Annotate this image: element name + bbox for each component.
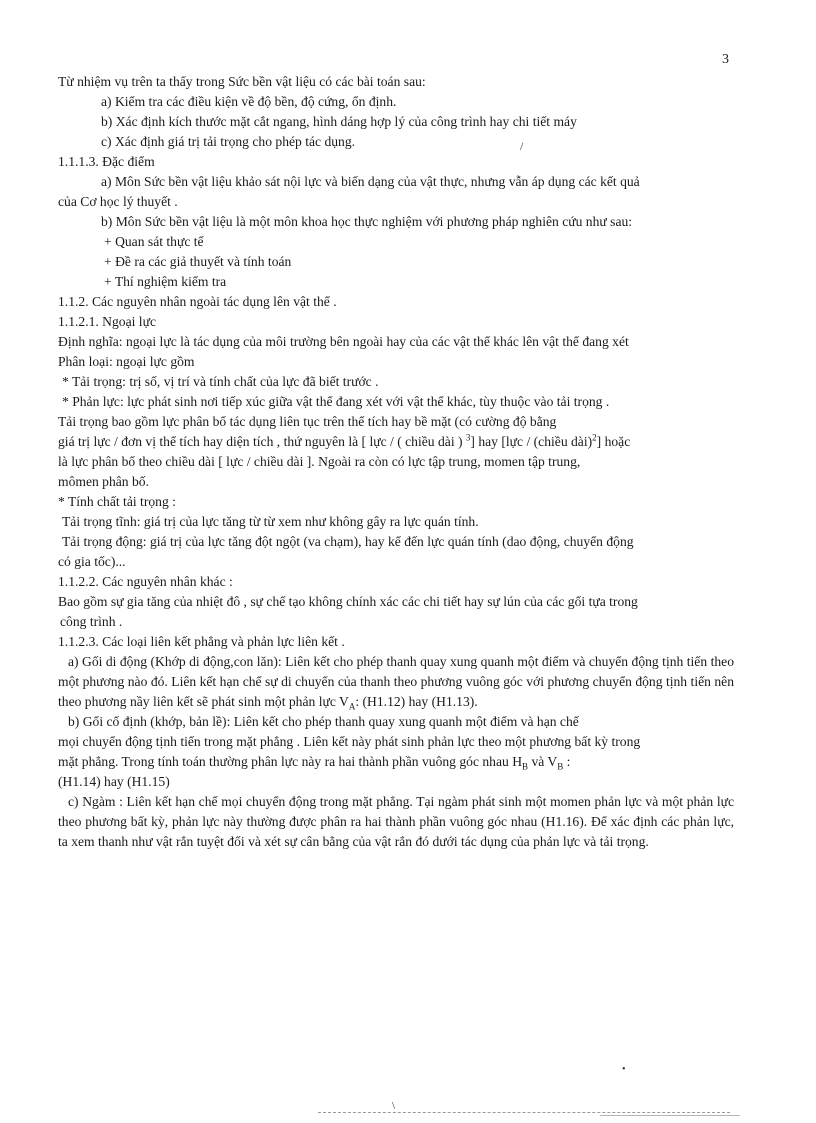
fixed-support-line: b) Gối cố định (khớp, bản lề): Liên kết cho phép thanh quay xung quanh một điểm và hạn chế bbox=[68, 714, 579, 729]
other-causes-cont: công trình . bbox=[60, 614, 123, 629]
section-heading-112: 1.1.2. Các nguyên nhân ngoài tác dụng lên vật thể . bbox=[58, 294, 337, 309]
subscript-hb: B bbox=[522, 761, 529, 772]
static-load-line: Tải trọng tĩnh: giá trị của lực tăng từ từ xem như không gây ra lực quán tính. bbox=[62, 514, 479, 529]
fixed-support-figref: (H1.14) hay (H1.15) bbox=[58, 774, 170, 789]
section-heading-1123: 1.1.2.3. Các loại liên kết phẳng và phản lực liên kết . bbox=[58, 634, 345, 649]
footer-rule bbox=[318, 1112, 730, 1113]
section-heading-1122: 1.1.2.2. Các nguyên nhân khác : bbox=[58, 574, 233, 589]
method-2: + Đề ra các giả thuyết và tính toán bbox=[104, 254, 292, 269]
other-causes-line: Bao gồm sự gia tăng của nhiệt đô , sự chế tạo không chính xác các chi tiết hay sự lún của các gối tựa trong bbox=[58, 594, 638, 609]
dimension-text-1: giá trị lực / đơn vị thể tích hay diện tích , thứ nguyên là [ lực / ( chiều dài ) bbox=[58, 434, 466, 449]
distributed-load-line: Tải trọng bao gồm lực phân bố tác dụng liên tục trên thể tích hay bề mặt (có cường độ bằng bbox=[58, 414, 557, 429]
intro-line: Từ nhiệm vụ trên ta thấy trong Sức bền vật liệu có các bài toán sau: bbox=[58, 74, 426, 89]
dynamic-load-cont: có gia tốc)... bbox=[58, 554, 126, 569]
reaction-bullet: * Phản lực: lực phát sinh nơi tiếp xúc giữa vật thể đang xét với vật thể khác, tùy thuộc vào tải trọng . bbox=[62, 394, 610, 409]
subscript-vb: B bbox=[557, 761, 564, 772]
feature-a: a) Môn Sức bền vật liệu khảo sát nội lực và biến dạng của vật thực, nhưng vẫn áp dụng các kết quả bbox=[101, 174, 640, 189]
line-distributed: là lực phân bố theo chiều dài [ lực / chiều dài ]. Ngoài ra còn có lực tập trung, momen tập trung, bbox=[58, 454, 581, 469]
feature-a-cont: của Cơ học lý thuyết . bbox=[58, 194, 178, 209]
fixed-support-components bbox=[58, 752, 734, 772]
classification-line: Phân loại: ngoại lực gồm bbox=[58, 354, 195, 369]
footer-rule-2 bbox=[600, 1115, 740, 1116]
movable-support-text: a) Gối di động (Khớp di động,con lăn): Liên kết cho phép thanh quay xung quanh một điểm và chuyển động tịnh tiến theo một phương nào đó. Liên kết hạn chế sự di chuyển của thanh theo phương vuông góc với phương chuyển động tịnh tiến nên theo phương nầy liên kết sẽ phát sinh một phản lực V bbox=[58, 654, 734, 709]
dimension-text-2: ] hay [lực / (chiều dài) bbox=[470, 434, 593, 449]
load-bullet: * Tải trọng: trị số, vị trí và tính chất của lực đã biết trước . bbox=[62, 374, 379, 389]
components-text-3: : bbox=[563, 754, 571, 769]
stray-mark-slash: / bbox=[520, 139, 524, 153]
task-a: a) Kiểm tra các điều kiện về độ bền, độ cứng, ổn định. bbox=[101, 94, 397, 109]
components-text-2: và V bbox=[528, 754, 558, 769]
page-number: 3 bbox=[722, 52, 729, 67]
dimension-line bbox=[58, 432, 734, 452]
superscript-3: 3 bbox=[465, 432, 471, 443]
components-text-1: mặt phẳng. Trong tính toán thường phân lực này ra hai thành phần vuông góc nhau H bbox=[58, 754, 523, 769]
dynamic-load-line: Tải trọng động: giá trị của lực tăng đột ngột (va chạm), hay kể đến lực quán tính (dao động, chuyển động bbox=[62, 534, 634, 549]
movable-support-figref: : (H1.12) hay (H1.13). bbox=[355, 694, 478, 709]
superscript-2: 2 bbox=[592, 432, 597, 443]
section-heading-1121: 1.1.2.1. Ngoại lực bbox=[58, 314, 156, 329]
stray-mark-dot: • bbox=[622, 1064, 626, 1075]
feature-b: b) Môn Sức bền vật liệu là một môn khoa học thực nghiệm với phương pháp nghiên cứu như sau: bbox=[101, 214, 633, 229]
page-body bbox=[58, 72, 734, 852]
moment-distributed: mômen phân bố. bbox=[58, 474, 149, 489]
task-c: c) Xác định giá trị tải trọng cho phép tác dụng. bbox=[101, 134, 356, 149]
stray-mark-backslash: \ bbox=[392, 1100, 396, 1112]
method-1: + Quan sát thực tế bbox=[104, 234, 204, 249]
clamp-paragraph: c) Ngàm : Liên kết hạn chế mọi chuyển động trong mặt phẳng. Tại ngàm phát sinh một momen phản lực và một phản lực theo phương bất kỳ, phản lực này thường được phân ra hai thành phần vuông góc nhau (H1.16). Để xác định các phản lực, ta xem thanh như vật rắn tuyệt đối và xét sự cân bằng của vật rắn đó dưới tác dụng của phản lực và tải trọng. bbox=[58, 794, 734, 849]
method-3: + Thí nghiệm kiểm tra bbox=[104, 274, 227, 289]
fixed-support-cont: mọi chuyển động tịnh tiến trong mặt phẳng . Liên kết này phát sinh phản lực theo một phương bất kỳ trong bbox=[58, 734, 641, 749]
section-heading-1113: 1.1.1.3. Đặc điểm bbox=[58, 154, 155, 169]
load-nature-heading: * Tính chất tải trọng : bbox=[58, 494, 176, 509]
movable-support-paragraph bbox=[58, 652, 734, 712]
dimension-text-3: ] hoặc bbox=[596, 434, 631, 449]
task-b: b) Xác định kích thước mặt cắt ngang, hình dáng hợp lý của công trình hay chi tiết máy bbox=[101, 114, 577, 129]
subscript-a: A bbox=[348, 701, 356, 712]
definition-line: Định nghĩa: ngoại lực là tác dụng của môi trường bên ngoài hay của các vật thể khác lên vật thể đang xét bbox=[58, 334, 629, 349]
